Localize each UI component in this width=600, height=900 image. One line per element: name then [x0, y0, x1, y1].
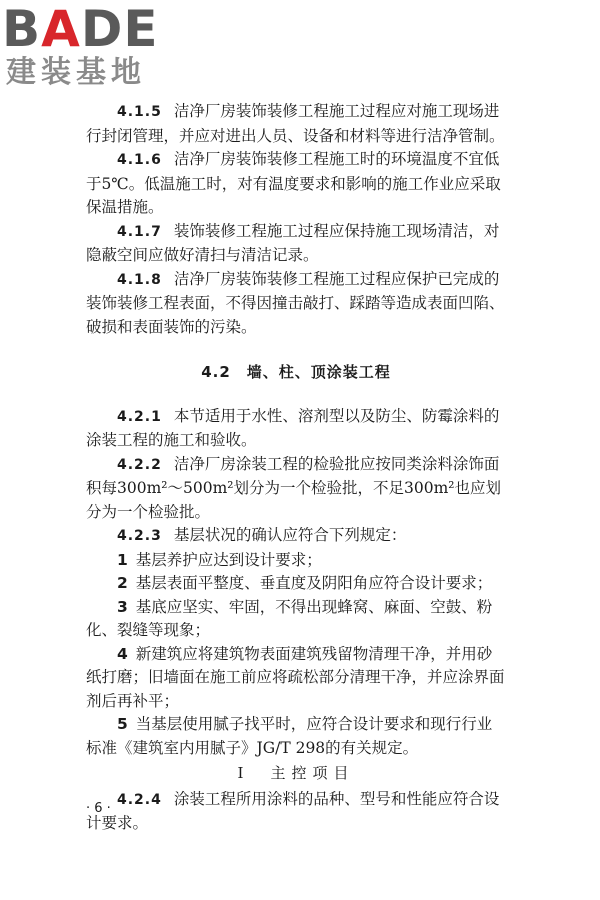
clause-4-1-8 — [86, 268, 506, 340]
list-item-number: 4 — [117, 644, 128, 663]
clause-number: 4.2.1 — [117, 408, 162, 425]
document-body — [86, 100, 506, 836]
clause-number: 4.2.2 — [117, 456, 162, 473]
list-item — [86, 643, 506, 714]
list-item — [86, 713, 506, 760]
clause-text: 洁净厂房装饰装修工程施工过程应保护已完成的装饰装修工程表面，不得因撞击敲打、踩踏等造成表面凹陷、破损和表面装饰的污染。 — [86, 269, 505, 336]
logo-word-part2: DE — [80, 0, 159, 58]
list-item — [86, 572, 506, 596]
subsection-title: Ⅰ 主控项目 — [237, 764, 355, 782]
clause-4-2-1 — [86, 405, 506, 453]
clause-4-2-2 — [86, 453, 506, 525]
logo-wordmark — [2, 2, 159, 56]
logo-word-accent: A — [41, 0, 81, 58]
clause-4-1-7 — [86, 220, 506, 268]
clause-text: 洁净厂房装饰装修工程施工时的环境温度不宜低于5℃。低温施工时，对有温度要求和影响的施工作业应采取保温措施。 — [86, 150, 501, 216]
clause-text: 本节适用于水性、溶剂型以及防尘、防霉涂料的涂装工程的施工和验收。 — [86, 406, 500, 449]
list-item-number: 5 — [117, 715, 128, 733]
list-item-text: 当基层使用腻子找平时，应符合设计要求和现行行业标准《建筑室内用腻子》JG/T 298的有关规定。 — [86, 715, 493, 757]
clause-4-1-6 — [86, 148, 506, 220]
clause-text: 涂装工程所用涂料的品种、型号和性能应符合设计要求。 — [86, 789, 500, 832]
list-item-number: 2 — [117, 574, 128, 592]
clause-text: 基层状况的确认应符合下列规定： — [173, 526, 407, 544]
list-item — [86, 596, 506, 643]
list-item-number: 1 — [117, 550, 128, 569]
page-number: · 6 · — [86, 801, 111, 816]
list-item-text: 基底应坚实、牢固，不得出现蜂窝、麻面、空鼓、粉化、裂缝等现象； — [86, 597, 493, 639]
clause-text: 洁净厂房涂装工程的检验批应按同类涂料涂饰面积每300m²～500m²划分为一个检验批，不足300m²也应划分为一个检验批。 — [86, 454, 501, 521]
clause-text: 装饰装修工程施工过程应保持施工现场清洁，对隐蔽空间应做好清扫与清洁记录。 — [86, 221, 500, 264]
logo-subtitle: 建装基地 — [6, 55, 146, 90]
list-item-text: 基层养护应达到设计要求； — [135, 550, 322, 569]
clause-number: 4.2.3 — [117, 528, 162, 544]
logo-word-part1: B — [2, 0, 42, 58]
clause-text: 洁净厂房装饰装修工程施工过程应对施工现场进行封闭管理，并应对进出人员、设备和材料等进行洁净管制。 — [86, 102, 505, 145]
clause-4-1-5 — [86, 100, 506, 148]
clause-4-2-4 — [86, 788, 506, 836]
clause-number: 4.1.8 — [117, 271, 162, 288]
list-item-text: 新建筑应将建筑物表面建筑残留物清理干净，并用砂纸打磨；旧墙面在施工前应将疏松部分清理干净，并应涂界面剂后再补平； — [86, 644, 505, 710]
logo — [2, 2, 182, 92]
section-title: 4.2 墙、柱、顶涂装工程 — [201, 363, 391, 381]
clause-number: 4.1.7 — [117, 223, 162, 240]
list-item-number: 3 — [117, 597, 128, 616]
clause-number: 4.1.5 — [117, 104, 162, 120]
clause-number: 4.2.4 — [117, 791, 162, 808]
list-item — [86, 549, 506, 573]
clause-4-2-3 — [86, 524, 506, 549]
clause-number: 4.1.6 — [117, 152, 162, 168]
list-item-text: 基层表面平整度、垂直度及阴阳角应符合设计要求； — [135, 574, 493, 592]
